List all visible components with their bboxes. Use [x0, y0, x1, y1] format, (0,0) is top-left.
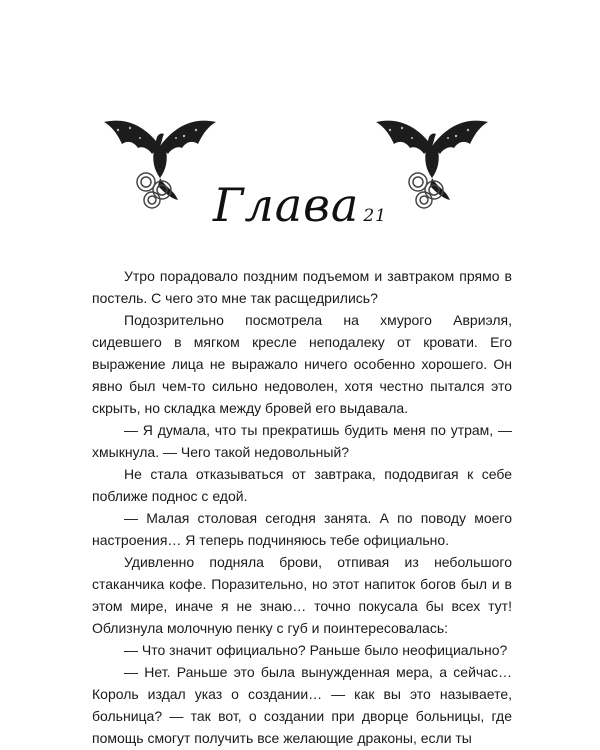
paragraph: Утро порадовало поздним подъемом и завтраком прямо в постель. С чего это мне так расщедрились?: [92, 268, 512, 306]
paragraph: — Что значит официально? Раньше было неофициально?: [124, 642, 508, 658]
chapter-number: 21: [363, 206, 387, 226]
paragraph: Удивленно подняла брови, отпивая из небольшого стаканчика кофе. Поразительно, но этот напиток богов был и в этом мире, иначе я не знаю… точно покусала бы всех тут! Облизнула молочную пенку с губ и поинтересовалась:: [92, 554, 512, 636]
paragraph: — Малая столовая сегодня занята. А по поводу моего настроения… Я теперь подчиняюсь тебе официально.: [92, 510, 512, 548]
paragraph: Не стала отказываться от завтрака, пододвигая к себе поближе поднос с едой.: [92, 466, 512, 504]
paragraph: — Нет. Раньше это была вынужденная мера, а сейчас… Король издал указ о создании… — как вы это называете, больница? — так вот, о создании при дворце больницы, где помощь смогут получить все желающие драконы, если ты: [92, 664, 512, 746]
chapter-title: Глава: [212, 178, 360, 232]
chapter-body: [92, 265, 512, 749]
paragraph: Подозрительно посмотрела на хмурого Авриэля, сидевшего в мягком кресле неподалеку от кровати. Его выражение лица не выражало ничего особенно хорошего. Он явно был чем-то сильно недоволен, хотя честно пытался это скрыть, но складка между бровей его выдавала.: [92, 312, 512, 416]
paragraph: — Я думала, что ты прекратишь будить меня по утрам, — хмыкнула. — Чего такой недовольный?: [92, 422, 512, 460]
chapter-heading: [0, 178, 600, 232]
